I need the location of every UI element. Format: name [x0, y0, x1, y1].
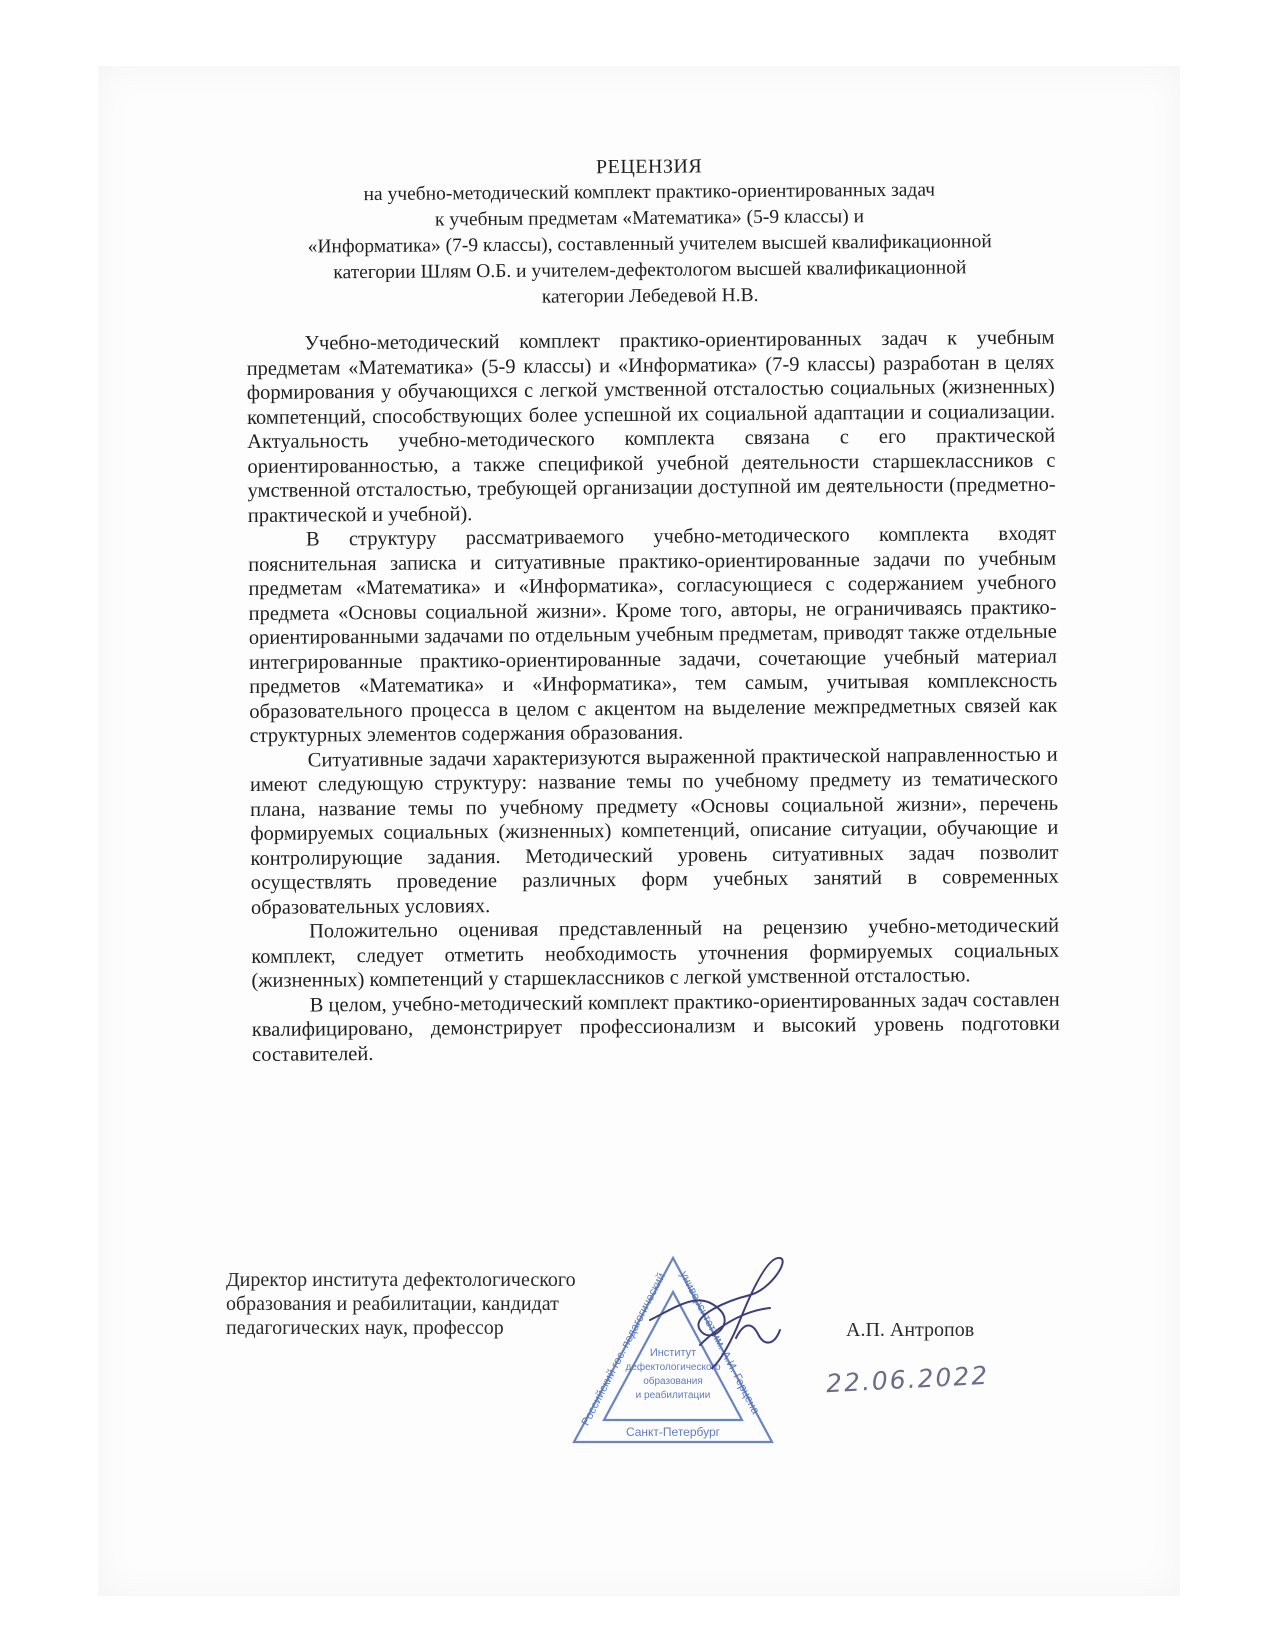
paragraph: В целом, учебно-методический комплект практико-ориентированных задач составлен квалифицировано, демонстрирует профессионализм и высокий уровень подготовки составителей. [251, 988, 1060, 1066]
stamp-inner-line: образования [643, 1376, 703, 1387]
signer-position-line: Директор института дефектологического [226, 1269, 576, 1291]
heading-line: на учебно-методический комплект практико-ориентированных задач [363, 179, 936, 206]
document-title: РЕЦЕНЗИЯ [595, 155, 703, 179]
paragraph: Положительно оценивая представленный на рецензию учебно-методический комплект, следует отметить необходимость уточнения формируемых социальных (жизненных) компетенций у старшеклассников с легкой умственной отсталостью. [251, 914, 1060, 992]
stamp-outer-right: университет им. А.И. Герцена [677, 1269, 762, 1417]
heading-line: категории Лебедевой Н.В. [541, 284, 759, 308]
stamp-bottom-text: Санкт-Петербург [625, 1425, 721, 1439]
document-content [245, 151, 1060, 1067]
stamp-inner-line: Институт [649, 1347, 697, 1359]
handwritten-signature [640, 1250, 830, 1370]
paragraph: Ситуативные задачи характеризуются выраженной практической направленностью и имеют следующую структуру: название темы по учебному предмету из тематического плана, название темы по учебному предмету «Основы социальной жизни», перечень формируемых социальных (жизненных) компетенций, описание ситуации, обучающие и контролирующие задания. Методический уровень ситуативных задач позволит осуществлять проведение различных форм учебных занятий в современных образовательных условиях. [249, 743, 1059, 919]
document-body [246, 326, 1060, 1067]
paragraph: Учебно-методический комплект практико-ориентированных задач к учебным предметам «Математика» (5-9 классы) и «Информатика» (7-9 классы) разработан в целях формирования у обучающихся с легкой умственной отсталостью социальных (жизненных) компетенций, способствующих более успешной их социальной адаптации и социализации. Актуальность учебно-методического комплекта связана с его практической ориентированностью, а также спецификой учебной деятельности старшеклассников с умственной отсталостью, требующей организации доступной им деятельности (предметно-практической и учебной). [246, 326, 1056, 527]
signer-position-line: образования и реабилитации, кандидат [226, 1293, 559, 1315]
heading-line: категории Шлям О.Б. и учителем-дефектологом высшей квалификационной [333, 257, 967, 284]
stamp-outer-left: Российский гос. педагогический [579, 1271, 668, 1428]
stamp-inner-line: дефектологического [625, 1362, 721, 1373]
stamp-inner-line: и реабилитации [635, 1390, 711, 1401]
heading-line: «Информатика» (7-9 классы), составленный учителем высшей квалификационной [307, 231, 992, 258]
document-heading [245, 151, 1054, 313]
signature-date: 22.06.2022 [825, 1360, 990, 1399]
heading-line: к учебным предметам «Математика» (5-9 классы) и [434, 206, 865, 231]
signer-position-line: педагогических наук, профессор [226, 1317, 504, 1339]
signer-name: А.П. Антропов [846, 1319, 975, 1341]
paragraph: В структуру рассматриваемого учебно-методического комплекта входят пояснительная записка и ситуативные практико-ориентированные задачи по учебным предметам «Математика» и «Информатика», согласующиеся с содержанием учебного предмета «Основы социальной жизни». Кроме того, авторы, не ограничиваясь практико-ориентированными задачами по отдельным учебным предметам, приводят также отдельные интегрированные практико-ориентированные задачи, сочетающие учебный материал предметов «Математика» и «Информатика», тем самым, учитывая комплексность образовательного процесса в целом с акцентом на выделение межпредметных связей как структурных элементов содержания образования. [248, 522, 1058, 747]
